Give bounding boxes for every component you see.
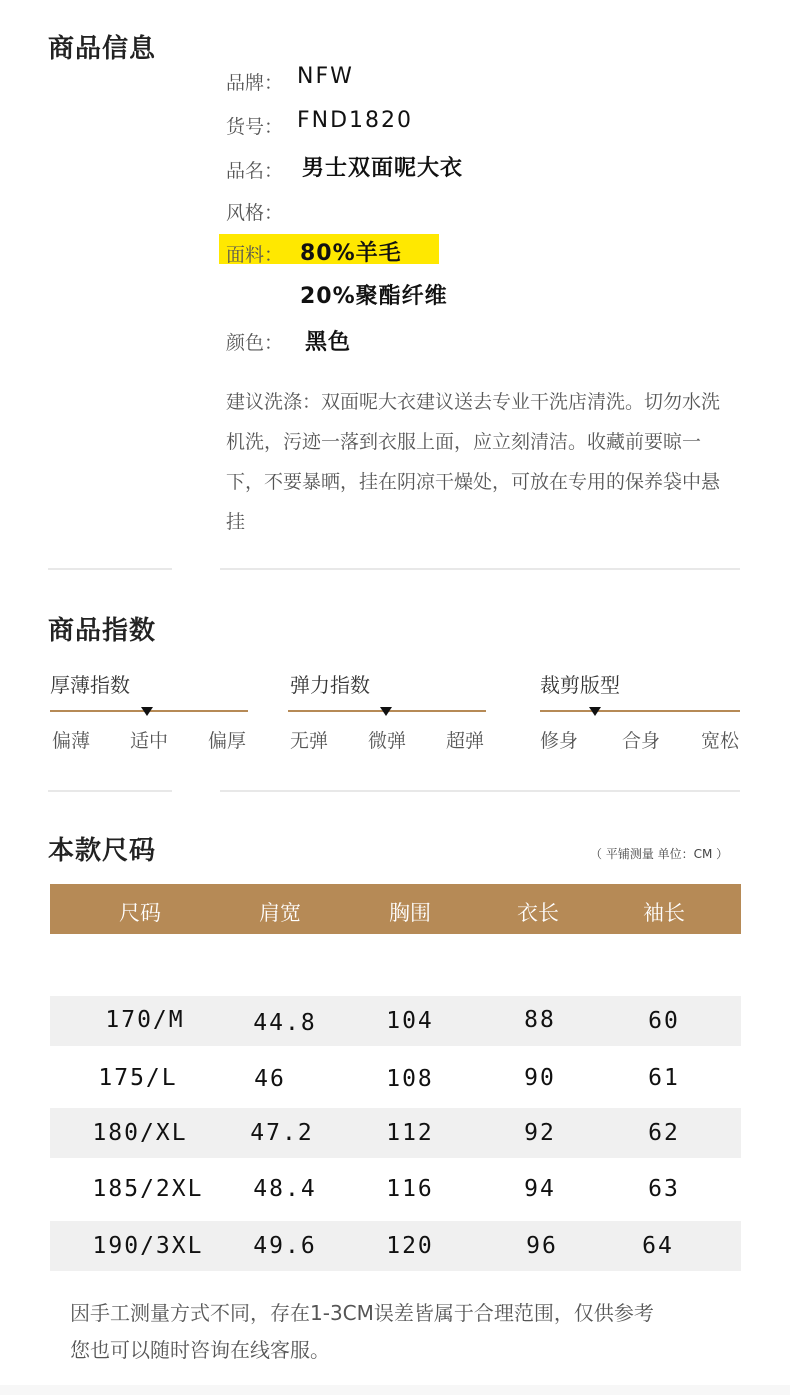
scale-bar-fit <box>540 710 740 712</box>
style-label: 风格： <box>226 202 284 224</box>
cell-sleeve: 64 <box>642 1233 674 1259</box>
name-label: 品名： <box>226 160 284 182</box>
scale-option-high-stretch: 超弹 <box>446 730 485 752</box>
wash-instructions: 建议洗涤：双面呢大衣建议送去专业干洗店清洗。切勿水洗机洗，污迹一落到衣服上面，应立刻清洁。收藏前要晾一下，不要暴晒，挂在阴凉干燥处，可放在专用的保养袋中悬挂 <box>226 391 721 533</box>
color-value: 黑色 <box>305 330 352 355</box>
scale-option-slim: 修身 <box>540 730 579 752</box>
scale-option-regular: 合身 <box>622 730 661 752</box>
scale-marker-elasticity <box>380 707 392 716</box>
cell-sleeve: 62 <box>648 1120 680 1146</box>
cell-chest: 112 <box>386 1120 434 1146</box>
scale-title-elasticity: 弹力指数 <box>290 673 370 697</box>
divider-long-1 <box>220 568 740 570</box>
brand-value: NFW <box>297 64 354 89</box>
fabric-label: 面料： <box>226 244 284 266</box>
sku-label: 货号： <box>226 116 284 138</box>
header-length: 衣长 <box>517 901 559 925</box>
scale-marker-thickness <box>141 707 153 716</box>
scale-option-slight-stretch: 微弹 <box>368 730 407 752</box>
cell-length: 92 <box>524 1120 556 1146</box>
cell-shoulder: 46 <box>254 1066 286 1092</box>
header-size: 尺码 <box>119 901 161 925</box>
bottom-strip <box>0 1385 790 1395</box>
footer-note-line-1: 因手工测量方式不同，存在1-3CM误差皆属于合理范围，仅供参考 <box>70 1301 654 1325</box>
cell-size: 190/3XL <box>92 1233 204 1259</box>
cell-length: 96 <box>526 1233 558 1259</box>
cell-chest: 104 <box>386 1008 434 1034</box>
cell-size: 175/L <box>98 1065 178 1091</box>
cell-shoulder: 47.2 <box>250 1120 314 1146</box>
cell-chest: 120 <box>386 1233 434 1259</box>
cell-size: 180/XL <box>92 1120 188 1146</box>
unit-note: （ 平铺测量 单位：CM ） <box>590 847 729 861</box>
cell-size: 170/M <box>105 1007 185 1033</box>
header-shoulder: 肩宽 <box>259 901 301 925</box>
section-title-info: 商品信息 <box>48 34 157 64</box>
color-label: 颜色： <box>226 332 284 354</box>
header-sleeve: 袖长 <box>643 901 685 925</box>
section-title-size: 本款尺码 <box>48 836 157 866</box>
scale-option-no-stretch: 无弹 <box>290 730 329 752</box>
cell-shoulder: 49.6 <box>253 1233 317 1259</box>
section-title-index: 商品指数 <box>48 616 157 646</box>
scale-option-thick: 偏厚 <box>208 730 247 752</box>
scale-title-fit: 裁剪版型 <box>540 673 620 697</box>
footer-note-line-2: 您也可以随时咨询在线客服。 <box>70 1338 330 1362</box>
cell-shoulder: 48.4 <box>253 1176 317 1202</box>
cell-length: 90 <box>524 1065 556 1091</box>
name-value: 男士双面呢大衣 <box>302 156 464 181</box>
divider-short-2 <box>48 790 172 792</box>
cell-chest: 116 <box>386 1176 434 1202</box>
cell-sleeve: 63 <box>648 1176 680 1202</box>
cell-length: 88 <box>524 1007 556 1033</box>
sku-value: FND1820 <box>297 108 414 133</box>
header-chest: 胸围 <box>389 901 431 925</box>
cell-sleeve: 60 <box>648 1008 680 1034</box>
cell-shoulder: 44.8 <box>253 1010 317 1036</box>
scale-option-thin: 偏薄 <box>52 730 91 752</box>
cell-sleeve: 61 <box>648 1065 680 1091</box>
scale-option-medium: 适中 <box>130 730 169 752</box>
cell-size: 185/2XL <box>92 1176 204 1202</box>
brand-label: 品牌： <box>226 72 284 94</box>
fabric-value-polyester: 20%聚酯纤维 <box>300 284 448 309</box>
scale-title-thickness: 厚薄指数 <box>50 673 130 697</box>
cell-length: 94 <box>524 1176 556 1202</box>
divider-long-2 <box>220 790 740 792</box>
cell-chest: 108 <box>386 1066 434 1092</box>
scale-option-loose: 宽松 <box>701 730 740 752</box>
divider-short-1 <box>48 568 172 570</box>
fabric-value-wool: 80%羊毛 <box>300 241 402 266</box>
scale-marker-fit <box>589 707 601 716</box>
